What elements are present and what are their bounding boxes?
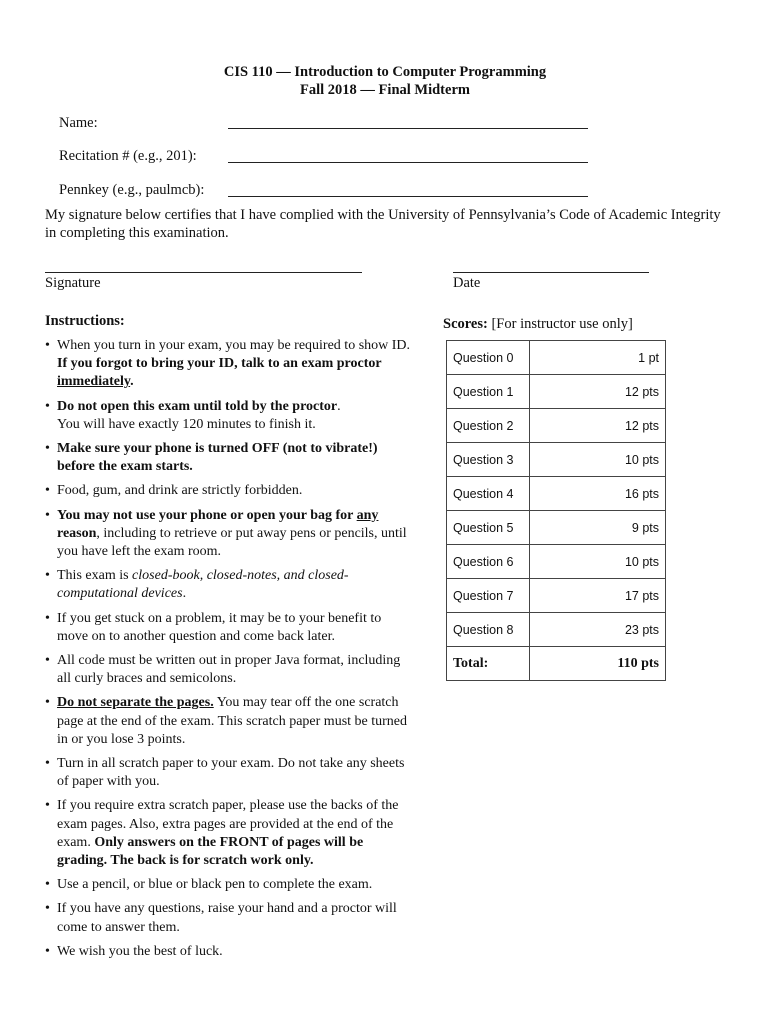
- date-field[interactable]: [453, 272, 649, 273]
- integrity-certification: My signature below certifies that I have complied with the University of Pennsylvania’s Code of Academic Integrity in completing this examination.: [45, 207, 721, 241]
- exam-title: CIS 110 — Introduction to Computer Programming: [223, 64, 547, 80]
- list-item: • Food, gum, and drink are strictly forbidden.: [45, 482, 413, 500]
- exam-subtitle: Fall 2018 — Final Midterm: [300, 82, 470, 98]
- list-item: • Turn in all scratch paper to your exam. Do not take any sheets of paper with you.: [45, 755, 413, 791]
- signature-label: Signature: [45, 275, 101, 291]
- total-row: [447, 647, 666, 681]
- list-item: • If you require extra scratch paper, please use the backs of the exam pages. Also, extra pages are provided at the end of the exam. Only answers on the FRONT of pages will be grading. The back is for scratch work only.: [45, 797, 413, 870]
- pennkey-field[interactable]: [228, 196, 588, 197]
- recitation-field[interactable]: [228, 162, 588, 163]
- instructions-list: [45, 337, 413, 967]
- list-item: • You may not use your phone or open your bag for any reason, including to retrieve or put away pens or pencils, until you have left the exam room.: [45, 507, 413, 562]
- scores-table: [446, 340, 666, 681]
- table-row: Question 8 23 pts: [447, 613, 666, 647]
- table-row: Question 0 1 pt: [447, 341, 666, 375]
- list-item: • We wish you the best of luck.: [45, 943, 413, 961]
- total-label: Total:: [447, 647, 530, 681]
- list-item: • This exam is closed-book, closed-notes, and closed-computational devices.: [45, 567, 413, 603]
- signature-field[interactable]: [45, 272, 362, 273]
- name-label: Name:: [59, 115, 98, 131]
- table-row: Question 5 9 pts: [447, 511, 666, 545]
- table-row: Question 2 12 pts: [447, 409, 666, 443]
- table-row: Question 7 17 pts: [447, 579, 666, 613]
- list-item: • If you have any questions, raise your hand and a proctor will come to answer them.: [45, 900, 413, 936]
- list-item: • Do not open this exam until told by the proctor. You will have exactly 120 minutes to finish it.: [45, 398, 413, 434]
- total-value: 110 pts: [530, 647, 666, 681]
- list-item: • Make sure your phone is turned OFF (not to vibrate!) before the exam starts.: [45, 440, 413, 476]
- table-row: Question 4 16 pts: [447, 477, 666, 511]
- date-label: Date: [453, 275, 481, 291]
- pennkey-label: Pennkey (e.g., paulmcb):: [59, 182, 205, 198]
- list-item: • Do not separate the pages. You may tear off the one scratch page at the end of the exam. This scratch paper must be turned in or you lose 3 points.: [45, 694, 413, 749]
- list-item: • All code must be written out in proper Java format, including all curly braces and semicolons.: [45, 652, 413, 688]
- table-row: Question 6 10 pts: [447, 545, 666, 579]
- recitation-label: Recitation # (e.g., 201):: [59, 148, 197, 164]
- list-item: • If you get stuck on a problem, it may be to your benefit to move on to another question and come back later.: [45, 610, 413, 646]
- table-row: Question 1 12 pts: [447, 375, 666, 409]
- list-item: • When you turn in your exam, you may be required to show ID. If you forgot to bring your ID, talk to an exam proctor immediately.: [45, 337, 413, 392]
- scores-heading: Scores: [For instructor use only]: [443, 316, 633, 332]
- name-field[interactable]: [228, 128, 588, 129]
- table-row: Question 3 10 pts: [447, 443, 666, 477]
- list-item: • Use a pencil, or blue or black pen to complete the exam.: [45, 876, 413, 894]
- instructions-heading: Instructions:: [45, 313, 125, 329]
